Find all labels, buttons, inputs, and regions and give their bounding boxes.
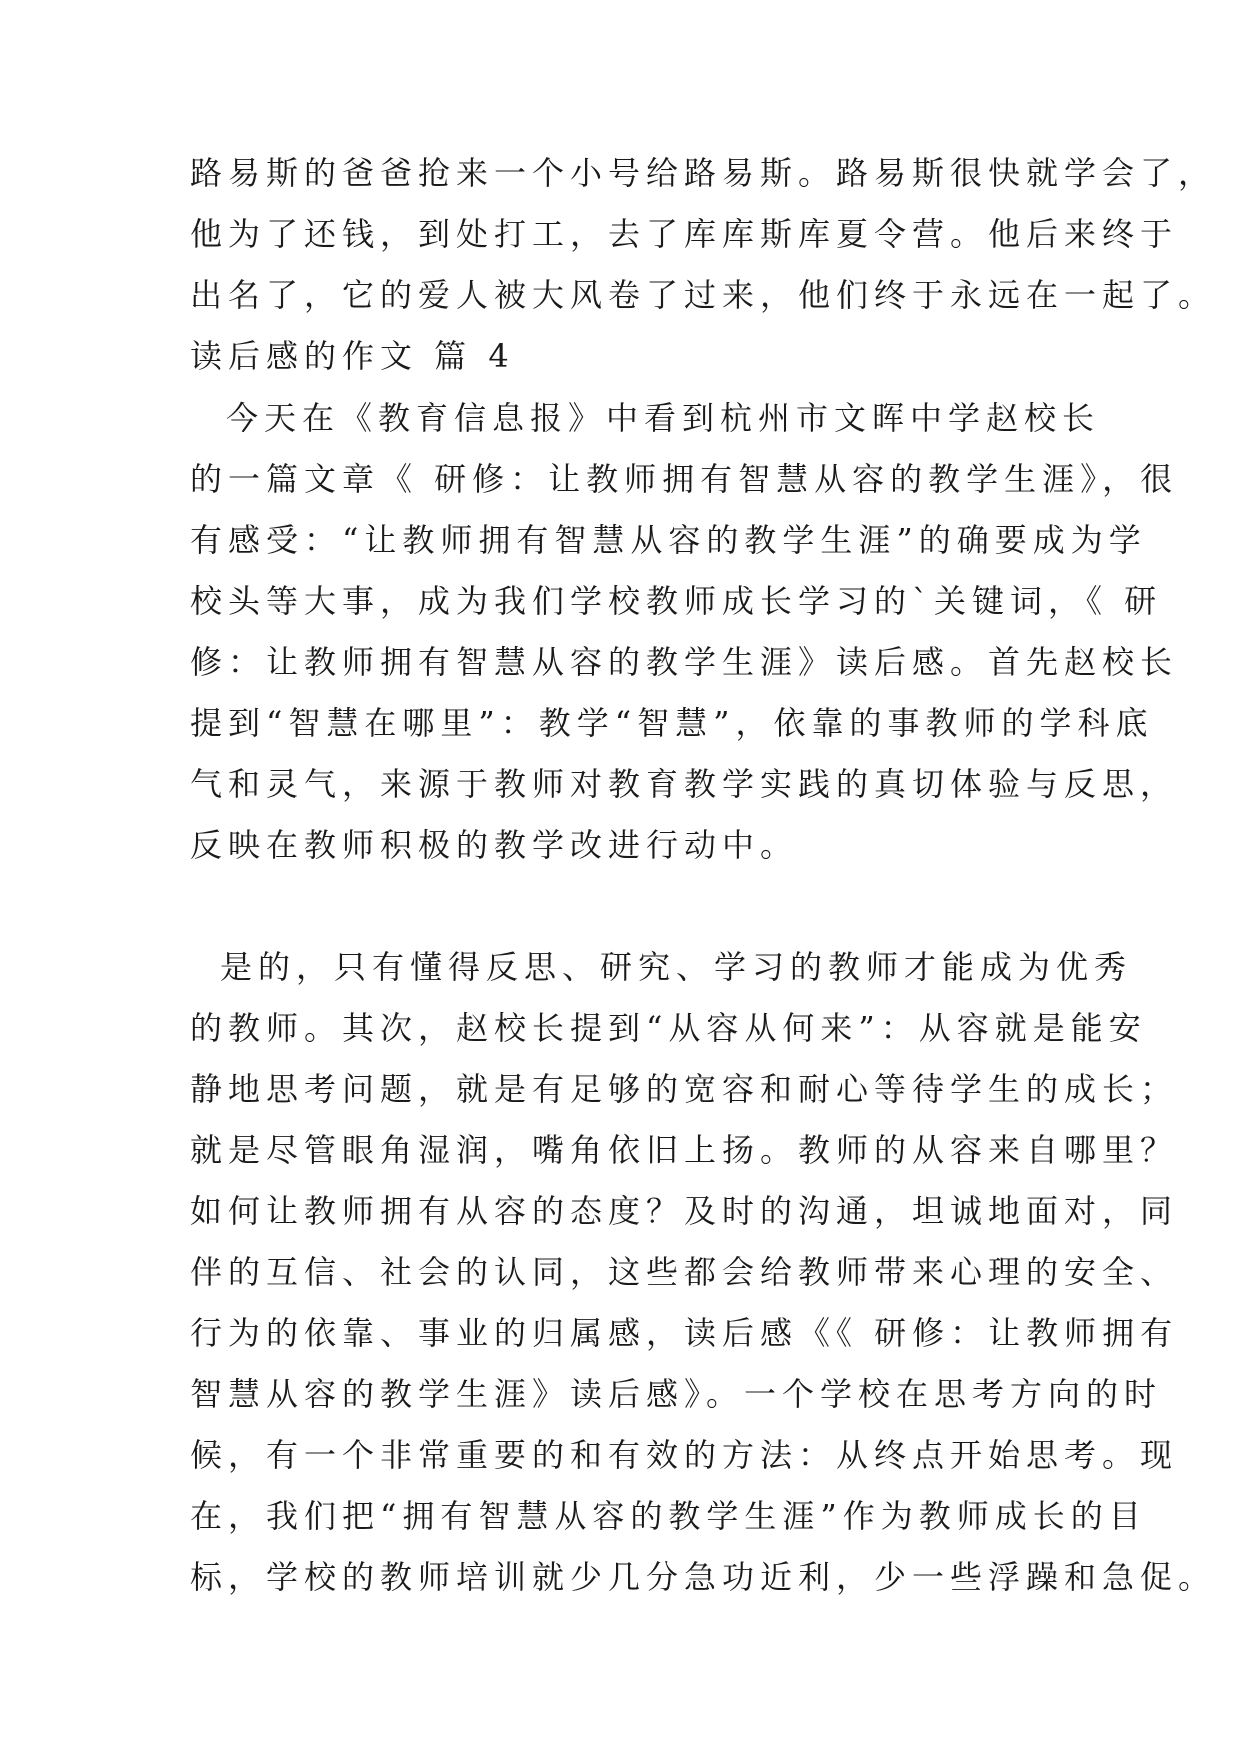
text-line: 静地思考问题，就是有足够的宽容和耐心等待学生的成长； — [190, 1070, 1179, 1108]
text-line: 出名了，它的爱人被大风卷了过来，他们终于永远在一起了。 — [190, 276, 1217, 314]
text-line: 的一篇文章《 研修：让教师拥有智慧从容的教学生涯》，很 — [190, 460, 1179, 498]
text-line: 标，学校的教师培训就少几分急功近利，少一些浮躁和急促。 — [190, 1558, 1217, 1596]
text-line: 反映在教师积极的教学改进行动中。 — [190, 826, 799, 864]
text-line: 智慧从容的教学生涯》读后感》。一个学校在思考方向的时 — [190, 1375, 1163, 1413]
text-line: 气和灵气，来源于教师对教育教学实践的真切体验与反思， — [190, 765, 1179, 803]
text-line: 提到“智慧在哪里”：教学“智慧”，依靠的事教师的学科底 — [190, 704, 1154, 742]
text-line: 修：让教师拥有智慧从容的教学生涯》读后感。首先赵校长 — [190, 643, 1179, 681]
text-line: 就是尽管眼角湿润，嘴角依旧上扬。教师的从容来自哪里？ — [190, 1131, 1179, 1169]
text-line: 如何让教师拥有从容的态度？及时的沟通，坦诚地面对，同 — [190, 1192, 1179, 1230]
text-line: 是的，只有懂得反思、研究、学习的教师才能成为优秀 — [220, 948, 1133, 986]
section-heading: 读后感的作文 篇 4 — [190, 337, 515, 375]
text-line: 在，我们把“拥有智慧从容的教学生涯”作为教师成长的目 — [190, 1497, 1147, 1535]
text-line: 校头等大事，成为我们学校教师成长学习的`关键词，《 研 — [190, 582, 1163, 620]
text-line: 今天在《教育信息报》中看到杭州市文晖中学赵校长 — [226, 399, 1101, 437]
text-line: 的教师。其次，赵校长提到“从容从何来”：从容就是能安 — [190, 1009, 1147, 1047]
text-line: 有感受：“让教师拥有智慧从容的教学生涯”的确要成为学 — [190, 521, 1147, 559]
text-line: 候，有一个非常重要的和有效的方法：从终点开始思考。现 — [190, 1436, 1179, 1474]
text-line: 路易斯的爸爸抢来一个小号给路易斯。路易斯很快就学会了， — [190, 154, 1217, 192]
text-line: 他为了还钱，到处打工，去了库库斯库夏令营。他后来终于 — [190, 215, 1179, 253]
text-line: 伴的互信、社会的认同，这些都会给教师带来心理的安全、 — [190, 1253, 1179, 1291]
text-line: 行为的依靠、事业的归属感，读后感《《 研修：让教师拥有 — [190, 1314, 1179, 1352]
